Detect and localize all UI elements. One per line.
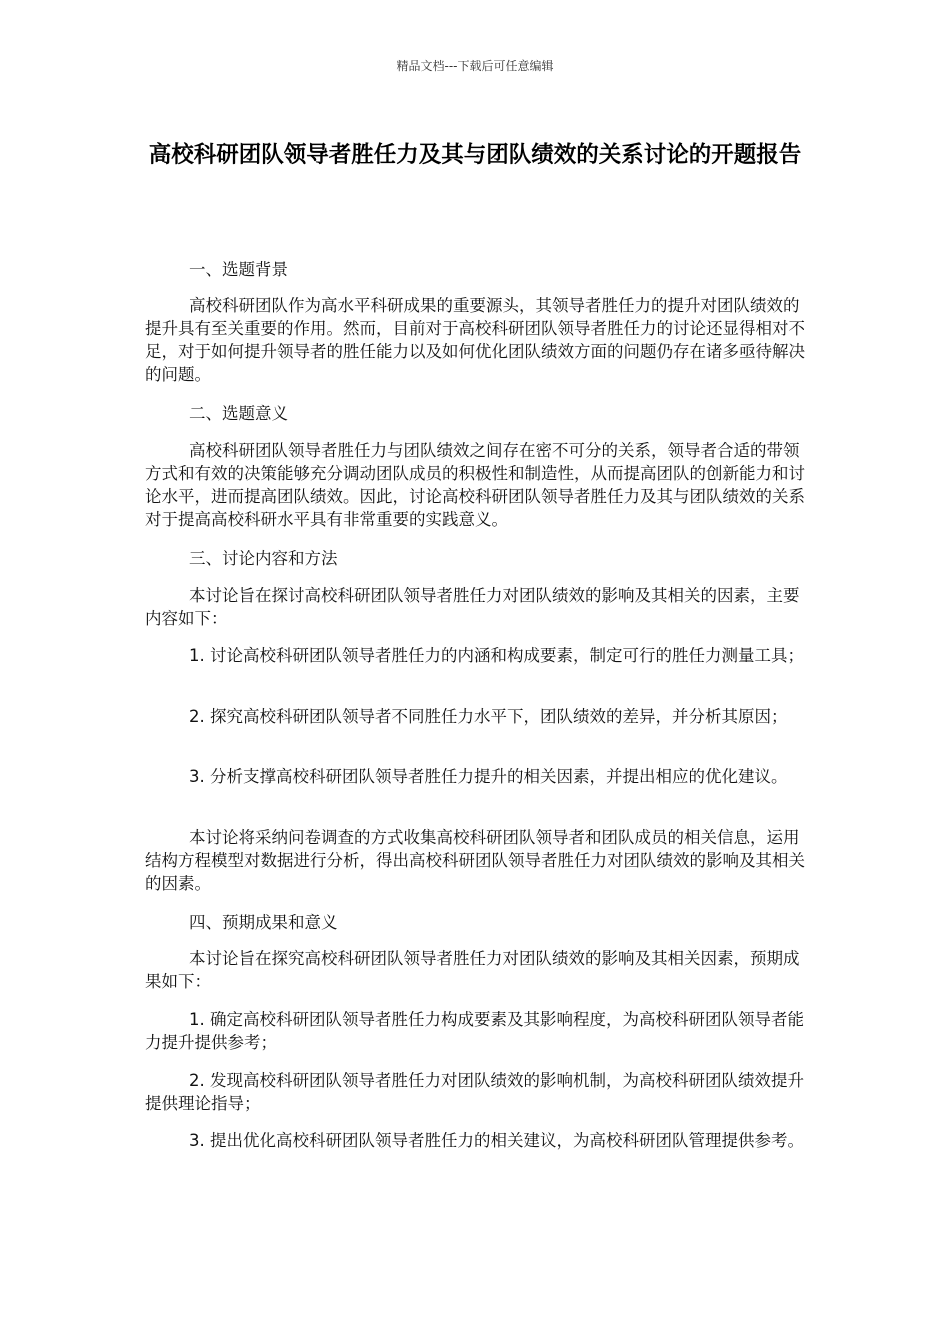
- paragraph-significance: [145, 439, 805, 531]
- paragraph-text: 本讨论旨在探究高校科研团队领导者胜任力对团队绩效的影响及其相关因素，预期成果如下：: [145, 949, 800, 991]
- heading-text: 二、选题意义: [189, 404, 288, 423]
- list-item-text: 3. 提出优化高校科研团队领导者胜任力的相关建议，为高校科研团队管理提供参考。: [189, 1131, 804, 1150]
- paragraph-expected-intro: [145, 947, 805, 993]
- list-item-text: 2. 发现高校科研团队领导者胜任力对团队绩效的影响机制，为高校科研团队绩效提升提供理论指导；: [145, 1071, 804, 1113]
- paragraph-text: 高校科研团队作为高水平科研成果的重要源头，其领导者胜任力的提升对团队绩效的提升具有至关重要的作用。然而，目前对于高校科研团队领导者胜任力的讨论还显得相对不足，对于如何提升领导者的胜任能力以及如何优化团队绩效方面的问题仍存在诸多亟待解决的问题。: [145, 296, 805, 384]
- section-heading-significance: [145, 402, 805, 425]
- paragraph-text: 本讨论将采纳问卷调查的方式收集高校科研团队领导者和团队成员的相关信息，运用结构方程模型对数据进行分析，得出高校科研团队领导者胜任力对团队绩效的影响及其相关的因素。: [145, 828, 805, 893]
- list-item-text: 3. 分析支撑高校科研团队领导者胜任力提升的相关因素，并提出相应的优化建议。: [189, 767, 788, 786]
- paragraph-methods: [145, 826, 805, 895]
- list-item-text: 1. 讨论高校科研团队领导者胜任力的内涵和构成要素，制定可行的胜任力测量工具；: [189, 646, 804, 665]
- heading-text: 一、选题背景: [189, 260, 288, 279]
- section-heading-background: [145, 258, 805, 281]
- heading-text: 三、讨论内容和方法: [189, 549, 338, 568]
- heading-text: 四、预期成果和意义: [189, 913, 338, 932]
- section-heading-content-methods: [145, 547, 805, 570]
- header-note: 精品文档---下载后可任意编辑: [396, 59, 554, 73]
- list-item-content-1: [145, 644, 805, 667]
- list-item-content-2: [145, 705, 805, 728]
- paragraph-text: 高校科研团队领导者胜任力与团队绩效之间存在密不可分的关系，领导者合适的带领方式和有效的决策能够充分调动团队成员的积极性和制造性，从而提高团队的创新能力和讨论水平，进而提高团队绩效。因此，讨论高校科研团队领导者胜任力及其与团队绩效的关系对于提高高校科研水平具有非常重要的实践意义。: [145, 441, 805, 529]
- list-item-content-3: [145, 765, 805, 788]
- list-item-expected-1: [145, 1008, 805, 1054]
- section-heading-expected-results: [145, 911, 805, 934]
- paragraph-background: [145, 294, 805, 386]
- paragraph-text: 本讨论旨在探讨高校科研团队领导者胜任力对团队绩效的影响及其相关的因素，主要内容如下：: [145, 586, 800, 628]
- list-item-text: 1. 确定高校科研团队领导者胜任力构成要素及其影响程度，为高校科研团队领导者能力提升提供参考；: [145, 1010, 804, 1052]
- list-item-expected-2: [145, 1069, 805, 1115]
- list-item-text: 2. 探究高校科研团队领导者不同胜任力水平下，团队绩效的差异，并分析其原因；: [189, 707, 788, 726]
- document-title: 高校科研团队领导者胜任力及其与团队绩效的关系讨论的开题报告: [148, 142, 802, 168]
- paragraph-content-intro: [145, 584, 805, 630]
- list-item-expected-3: [145, 1129, 805, 1152]
